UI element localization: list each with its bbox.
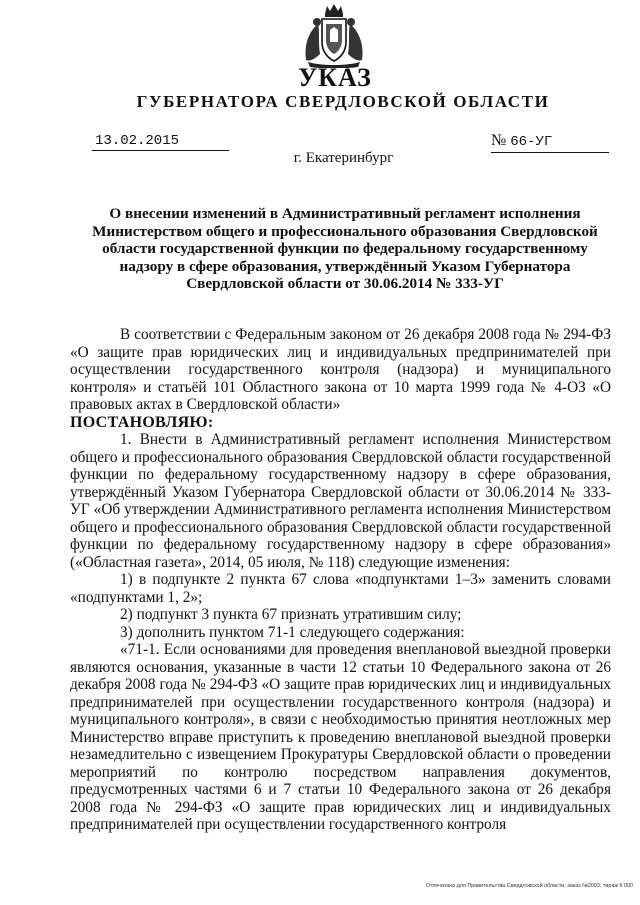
resolve-heading: ПОСТАНОВЛЯЮ: [70, 413, 214, 431]
coat-of-arms-emblem [298, 2, 370, 68]
subitem-1-paragraph: 1) в подпункте 2 пункта 67 слова «подпунктами 1–3» заменить словами «подпунктами 1, 2»; [70, 571, 611, 606]
decree-date: 13.02.2015 [92, 132, 229, 151]
decree-city: г. Екатеринбург [293, 150, 394, 166]
document-body [70, 326, 611, 834]
preamble-paragraph: В соответствии с Федеральным законом от 26 декабря 2008 года № 294-ФЗ «О защите прав юридических лиц и индивидуальных предпринимателей при осуществлении государственного контроля (надзора) и муниципального контроля» и статьёй 101 Областного закона от 10 марта 1999 года № 4-ОЗ «О правовых актах в Свердловской области» [70, 326, 611, 413]
item-1-paragraph: 1. Внести в Административный регламент исполнения Министерством общего и профессионального образования Свердловской области государственной функции по федеральному государственному надзору в сфере образования, утверждённый Указом Губернатора Свердловской области от 30.06.2014 № 333-УГ «Об утверждении Административного регламента исполнения Министерством общего и профессионального образования Свердловской области государственной функции по федеральному государственному надзору в сфере образования» («Областная газета», 2014, 05 июля, № 118) следующие изменения: [70, 431, 611, 571]
number-prefix: № [491, 132, 511, 149]
document-title: О внесении изменений в Административный регламент исполнения Министерством общего и профессионального образования Свердловской области государственной функции по федеральному государственному надзору в сфере образования, утверждённый Указом Губернатора Свердловской области от 30.06.2014 № 333-УГ [92, 205, 598, 293]
print-footer-note: Отпечатано для Правительства Свердловской области, заказ №2003, тираж 6 000 [425, 883, 633, 889]
subitem-3-paragraph: 3) дополнить пунктом 71-1 следующего содержания: [120, 623, 465, 641]
number-value: 66-УГ [510, 134, 553, 150]
clause-71-1-paragraph: «71-1. Если основаниями для проведения внеплановой выездной проверки являются основания, указанные в части 12 статьи 10 Федерального закона от 26 декабря 2008 года № 294-ФЗ «О защите прав юридических лиц и индивидуальных предпринимателей при осуществлении государственного контроля (надзора) и муниципального контроля», в связи с необходимостью принятия неотложных мер Министерство вправе приступить к проведению внеплановой выездной проверки незамедлительно с извещением Прокуратуры Свердловской области о проведении мероприятий по контролю посредством направления документов, предусмотренных частями 6 и 7 статьи 10 Федерального закона от 26 декабря 2008 года № 294-ФЗ «О защите прав юридических лиц и индивидуальных предпринимателей при осуществлении государственного контроля [70, 641, 611, 833]
document-type-heading: УКАЗ [298, 63, 372, 92]
issuer-heading: ГУБЕРНАТОРА СВЕРДЛОВСКОЙ ОБЛАСТИ [136, 92, 550, 111]
subitem-2-paragraph: 2) подпункт 3 пункта 67 признать утратившим силу; [120, 606, 462, 623]
